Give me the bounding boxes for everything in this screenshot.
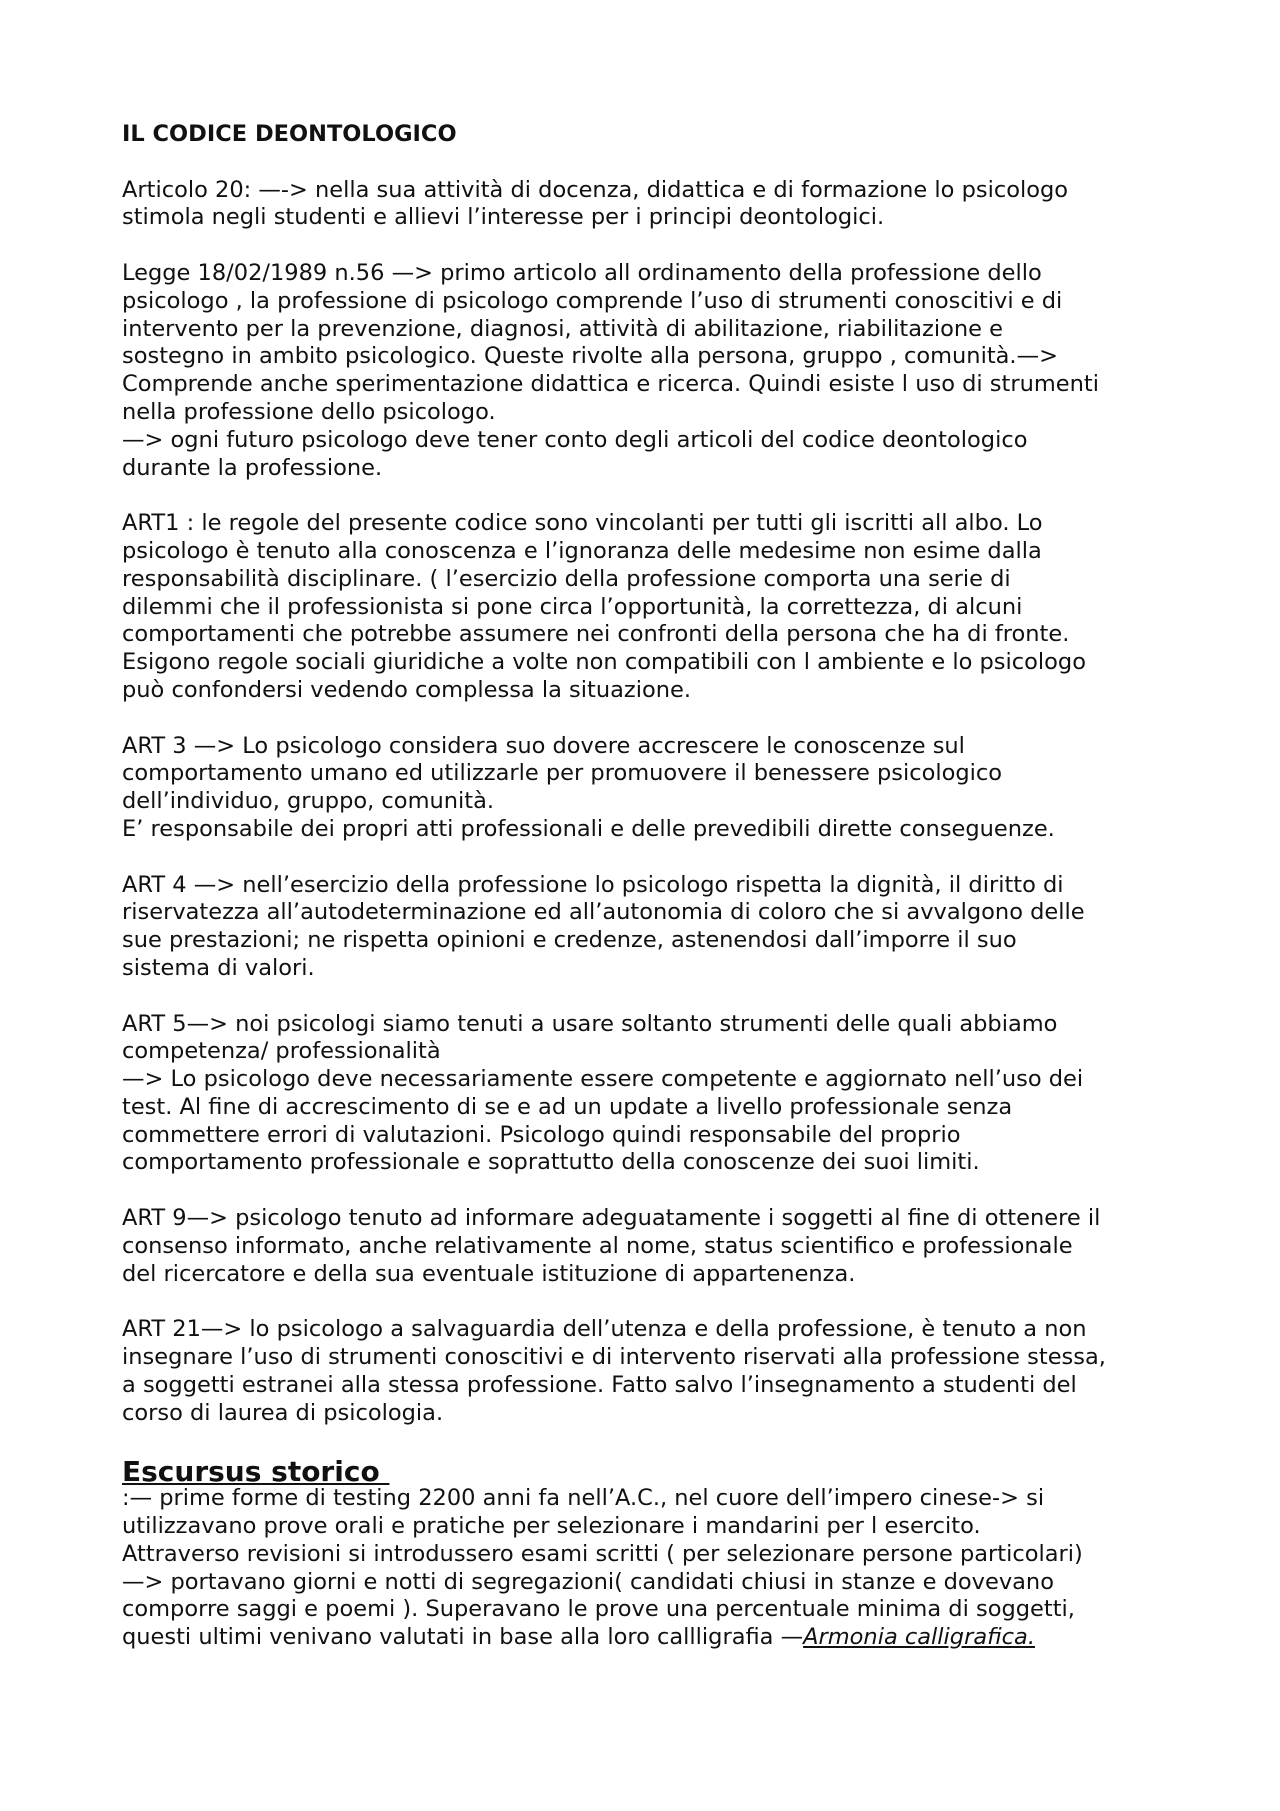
- text-line: ART 3 —> Lo psicologo considera suo dovere accrescere le conoscenze sul: [122, 732, 965, 759]
- text-line: dell’individuo, gruppo, comunità.: [122, 788, 495, 815]
- text-line: —> Lo psicologo deve necessariamente essere competente e aggiornato nell’uso dei: [122, 1066, 1084, 1093]
- text-line: consenso informato, anche relativamente al nome, status scientifico e professionale: [122, 1232, 1073, 1259]
- text-line: insegnare l’uso di strumenti conoscitivi e di intervento riservati alla professione stessa,: [122, 1344, 1106, 1371]
- text-line: Attraverso revisioni si introdussero esami scritti ( per selezionare persone particolari): [122, 1540, 1083, 1567]
- text-line: ART 5—> noi psicologi siamo tenuti a usare soltanto strumenti delle quali abbiamo: [122, 1010, 1058, 1037]
- text-line: utilizzavano prove orali e pratiche per selezionare i mandarini per l esercito.: [122, 1513, 981, 1540]
- section-heading-escursus-storico: Escursus storico: [122, 1455, 390, 1489]
- text-line: Comprende anche sperimentazione didattica e ricerca. Quindi esiste l uso di strumenti: [122, 371, 1099, 398]
- text-line: E’ responsabile dei propri atti professionali e delle prevedibili dirette conseguenze.: [122, 815, 1055, 842]
- text-line: intervento per la prevenzione, diagnosi, attività di abilitazione, riabilitazione e: [122, 315, 1003, 342]
- paragraph-art-4: [122, 872, 1182, 983]
- text-line-prefix: questi ultimi venivano valutati in base alla loro callligrafia —: [122, 1624, 804, 1651]
- text-line: stimola negli studenti e allievi l’interesse per i principi deontologici.: [122, 204, 885, 231]
- text-line: Legge 18/02/1989 n.56 —> primo articolo all ordinamento della professione dello: [122, 259, 1042, 286]
- paragraph-art-1: [122, 510, 1182, 705]
- text-line: commettere errori di valutazioni. Psicologo quindi responsabile del proprio: [122, 1121, 961, 1148]
- text-line: nella professione dello psicologo.: [122, 398, 496, 425]
- text-line: ART1 : le regole del presente codice sono vincolanti per tutti gli iscritti all albo. Lo: [122, 510, 1043, 537]
- text-line: sostegno in ambito psicologico. Queste rivolte alla persona, gruppo , comunità.—>: [122, 343, 1058, 370]
- text-line: Articolo 20: —-> nella sua attività di docenza, didattica e di formazione lo psicologo: [122, 176, 1069, 203]
- text-line: a soggetti estranei alla stessa professione. Fatto salvo l’insegnamento a studenti del: [122, 1371, 1077, 1398]
- paragraph-escursus-storico: [122, 1485, 1182, 1652]
- text-line: corso di laurea di psicologia.: [122, 1399, 444, 1426]
- text-line: comporre saggi e poemi ). Superavano le prove una percentuale minima di soggetti,: [122, 1596, 1075, 1623]
- text-line: —> ogni futuro psicologo deve tener conto degli articoli del codice deontologico: [122, 426, 1028, 453]
- text-line: ART 4 —> nell’esercizio della professione lo psicologo rispetta la dignità, il diritto di: [122, 871, 1064, 898]
- paragraph-art-21: [122, 1316, 1182, 1427]
- text-line: dilemmi che il professionista si pone circa l’opportunità, la correttezza, di alcuni: [122, 593, 1023, 620]
- text-line: psicologo è tenuto alla conoscenza e l’ignoranza delle medesime non esime dalla: [122, 537, 1042, 564]
- paragraph-art-9: [122, 1205, 1182, 1288]
- emphasis-armonia-calligrafica: Armonia calligrafica.: [803, 1624, 1035, 1651]
- text-line: sistema di valori.: [122, 954, 315, 981]
- text-line: psicologo , la professione di psicologo comprende l’uso di strumenti conoscitivi e di: [122, 287, 1063, 314]
- paragraph-articolo-20: [122, 177, 1182, 233]
- text-line: responsabilità disciplinare. ( l’esercizio della professione comporta una serie di: [122, 565, 1011, 592]
- paragraph-legge-1989: [122, 260, 1182, 482]
- text-line: sue prestazioni; ne rispetta opinioni e credenze, astenendosi dall’imporre il suo: [122, 927, 1017, 954]
- text-line: —> portavano giorni e notti di segregazioni( candidati chiusi in stanze e dovevano: [122, 1568, 1054, 1595]
- paragraph-art-5: [122, 1011, 1182, 1178]
- text-line: ART 9—> psicologo tenuto ad informare adeguatamente i soggetti al fine di ottenere il: [122, 1205, 1101, 1232]
- text-line: del ricercatore e della sua eventuale istituzione di appartenenza.: [122, 1260, 856, 1287]
- text-line: può confondersi vedendo complessa la situazione.: [122, 676, 691, 703]
- text-line: :— prime forme di testing 2200 anni fa nell’A.C., nel cuore dell’impero cinese-> si: [122, 1485, 1045, 1512]
- document-page: [122, 121, 1182, 1680]
- text-line: durante la professione.: [122, 454, 383, 481]
- text-line: comportamenti che potrebbe assumere nei confronti della persona che ha di fronte.: [122, 621, 1070, 648]
- document-title: IL CODICE DEONTOLOGICO: [122, 121, 457, 147]
- text-line: comportamento umano ed utilizzarle per promuovere il benessere psicologico: [122, 760, 1003, 787]
- text-line: Esigono regole sociali giuridiche a volte non compatibili con l ambiente e lo psicologo: [122, 649, 1086, 676]
- paragraph-art-3: [122, 733, 1182, 844]
- text-line: comportamento professionale e soprattutto della conoscenze dei suoi limiti.: [122, 1149, 980, 1176]
- text-line: ART 21—> lo psicologo a salvaguardia dell’utenza e della professione, è tenuto a non: [122, 1316, 1087, 1343]
- text-line: riservatezza all’autodeterminazione ed all’autonomia di coloro che si avvalgono delle: [122, 899, 1085, 926]
- text-line: test. Al fine di accrescimento di se e ad un update a livello professionale senza: [122, 1093, 1013, 1120]
- text-line: competenza/ professionalità: [122, 1038, 441, 1065]
- text-line-last: [122, 1624, 1182, 1652]
